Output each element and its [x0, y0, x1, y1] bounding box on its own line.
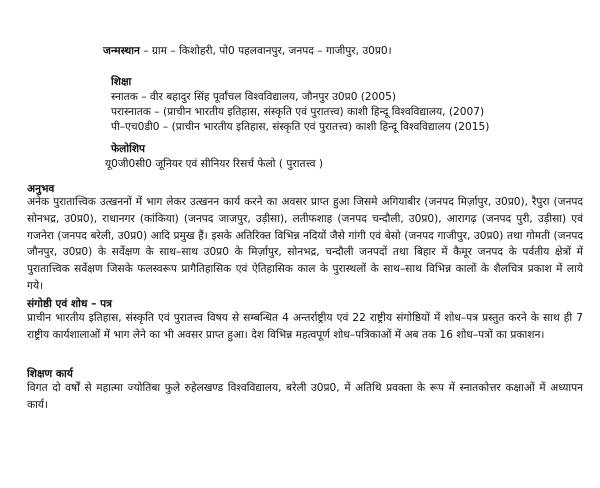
experience-heading: अनुभव: [27, 183, 55, 195]
fellowship-text: यू0जी0सी0 जूनियर एवं सीनियर रिसर्च फेलो ( पुरातत्त्व ): [105, 158, 323, 170]
birthplace-label: जन्मस्थान: [103, 45, 140, 57]
education-item-phd: पी–एच0डी0 – (प्राचीन भारतीय इतिहास, संस्कृति एवं पुरातत्त्व) काशी हिन्दू विश्वविद्यालय (2015): [111, 121, 490, 133]
education-item-postgraduation: परास्नातक – (प्राचीन भारतीय इतिहास, संस्कृति एवं पुरातत्त्व) काशी हिन्दू विश्वविद्यालय, (2007): [111, 106, 485, 118]
birthplace-line: [103, 44, 392, 58]
seminars-heading: संगोष्ठी एवं शोध – पत्र: [27, 298, 112, 310]
birthplace-value: – ग्राम – किशोहरी, पो0 पहलवानपुर, जनपद – गाजीपुर, उ0प्र0।: [139, 45, 392, 57]
experience-paragraph: अनेक पुरातात्त्विक उत्खननों में भाग लेकर उत्खनन कार्य करने का अवसर प्राप्त हुआ जिसमे अगियाबीर (जनपद मिर्ज़ापुर, उ0प्र0), रैपुरा (जनपद सोनभद्र, उ0प्र0), राधानगर (कांकिया) (जनपद जाजपुर, उड़ीसा), लतीफशाह (जनपद चन्दौली, उ0प्र0), आरागढ़ (जनपद पुरी, उड़ीसा) एवं गजनेरा (जनपद बरेली, उ0प्र0) आदि प्रमुख हैं। इसके अतिरिक्त विभिन्न नदियों जैसे गांगी एवं बेसो (जनपद गाजीपुर, उ0प्र0) तथा गोमती (जनपद जौनपुर, उ0प्र0) के सर्वेक्षण के साथ–साथ उ0प्र0 के मिर्ज़ापुर, सोनभद्र, चन्दौली जनपदों तथा बिहार में कैमूर जनपद के पर्वतीय क्षेत्रों में पुरातात्त्विक सर्वेक्षण जिसके फलस्वरूप प्रागैतिहासिक एवं ऐतिहासिक काल के पुरास्थलों के साथ–साथ विभिन्न कालों के शैलचित्र प्रकाश में लाये गये।: [27, 196, 583, 292]
education-item-graduation: स्नातक – वीर बहादुर सिंह पूर्वांचल विश्वविद्यालय, जौनपुर उ0प्र0 (2005): [111, 91, 397, 103]
teaching-heading: शिक्षण कार्य: [27, 368, 73, 380]
education-heading: शिक्षा: [111, 76, 132, 88]
seminars-paragraph: प्राचीन भारतीय इतिहास, संस्कृति एवं पुरातत्त्व विषय से सम्बन्धित 4 अन्तर्राष्ट्रीय एवं 22 राष्ट्रीय संगोष्ठियों में शोध–पत्र प्रस्तुत करने के साथ ही 7 राष्ट्रीय कार्यशालाओं में भाग लेने का भी अवसर प्राप्त हुआ। देश विभिन्न महत्वपूर्ण शोध–पत्रिकाओं में अब तक 16 शोध–पत्रों का प्रकाशन।: [27, 312, 583, 341]
teaching-paragraph: विगत दो वर्षों से महात्मा ज्योतिबा फुले रुहेलखण्ड विश्वविद्यालय, बरेली उ0प्र0, में अतिथि प्रवक्ता के रूप में स्नातकोत्तर कक्षाओं में अध्यापन कार्य।: [27, 382, 583, 411]
fellowship-heading: फेलोशिप: [111, 143, 146, 155]
